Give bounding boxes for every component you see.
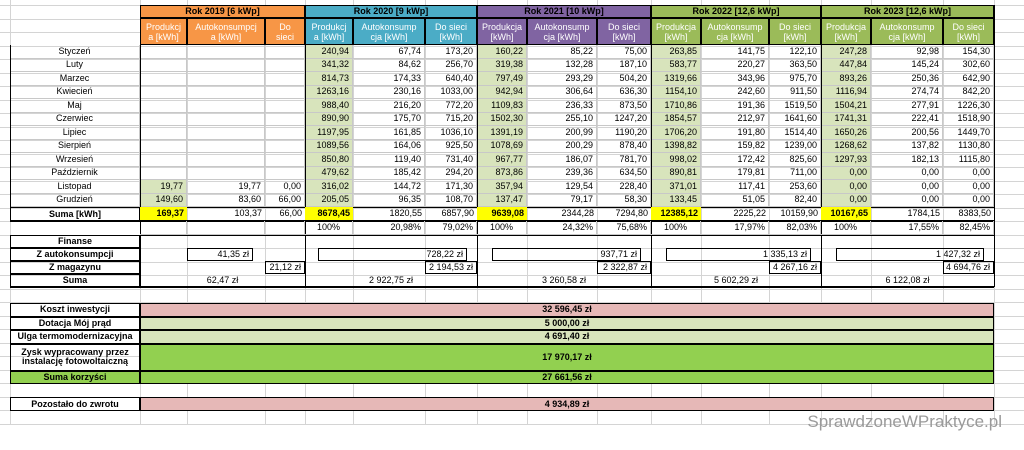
finance-sum-2: 3 260,58 zł <box>477 274 651 287</box>
cell-8-2-1: 186,07 <box>527 153 597 167</box>
cell-1-0-0 <box>140 59 187 73</box>
sum-3-2: 10159,90 <box>769 207 821 221</box>
cell-10-3-1: 117,41 <box>701 180 769 194</box>
pct-3-1: 17,97% <box>701 221 769 235</box>
month-label: Październik <box>10 167 140 181</box>
cell-9-4-1: 0,00 <box>871 167 943 181</box>
finance-sum-1: 2 922,75 zł <box>305 274 477 287</box>
cell-11-2-0: 137,47 <box>477 194 527 208</box>
finance-auto-1: 728,22 zł <box>318 248 467 261</box>
cell-4-2-2: 873,50 <box>597 99 651 113</box>
cell-0-3-0: 263,85 <box>651 45 701 59</box>
year-title-3: Rok 2022 [12,6 kWp] <box>651 5 821 18</box>
grid-line-v <box>821 235 822 287</box>
cell-5-0-0 <box>140 113 187 127</box>
cell-4-3-1: 191,36 <box>701 99 769 113</box>
cell-6-4-0: 1650,26 <box>821 126 871 140</box>
sum-label: Suma [kWh] <box>10 207 140 221</box>
cell-11-2-1: 79,17 <box>527 194 597 208</box>
cell-9-2-2: 634,50 <box>597 167 651 181</box>
cell-3-3-0: 1154,10 <box>651 86 701 100</box>
cell-10-0-2: 0,00 <box>265 180 305 194</box>
grid-line-v <box>651 5 652 235</box>
cell-4-0-0 <box>140 99 187 113</box>
finance-mag-1: 2 194,53 zł <box>425 261 477 274</box>
cell-1-2-2: 187,10 <box>597 59 651 73</box>
cell-9-0-2 <box>265 167 305 181</box>
cell-4-4-0: 1504,21 <box>821 99 871 113</box>
cell-0-4-0: 247,28 <box>821 45 871 59</box>
cell-0-0-1 <box>187 45 265 59</box>
grid-line-v <box>305 235 306 287</box>
grid-line-v <box>477 235 478 287</box>
month-label: Lipiec <box>10 126 140 140</box>
cell-1-2-1: 132,28 <box>527 59 597 73</box>
cell-2-4-2: 642,90 <box>943 72 994 86</box>
pct-4-1: 17,55% <box>871 221 943 235</box>
cell-9-3-0: 890,81 <box>651 167 701 181</box>
cell-11-4-0: 0,00 <box>821 194 871 208</box>
cell-8-3-0: 998,02 <box>651 153 701 167</box>
cell-9-2-0: 873,86 <box>477 167 527 181</box>
cell-10-3-0: 371,01 <box>651 180 701 194</box>
cell-11-3-1: 51,05 <box>701 194 769 208</box>
year-4-header-0: Produkcja [kWh] <box>821 18 871 45</box>
cell-7-0-1 <box>187 140 265 154</box>
year-2-header-0: Produkcja [kWh] <box>477 18 527 45</box>
cell-7-4-0: 1268,62 <box>821 140 871 154</box>
cell-5-1-1: 175,70 <box>353 113 425 127</box>
year-4-header-1: Autokonsump cja [kWh] <box>871 18 943 45</box>
cell-0-0-2 <box>265 45 305 59</box>
pct-3-2: 82,03% <box>769 221 821 235</box>
finance-mag-2: 2 322,87 zł <box>597 261 651 274</box>
cell-7-2-2: 878,40 <box>597 140 651 154</box>
cell-5-0-1 <box>187 113 265 127</box>
pct-1-0: 100% <box>305 221 353 235</box>
year-title-2: Rok 2021 [10 kWp] <box>477 5 651 18</box>
cell-2-3-0: 1319,66 <box>651 72 701 86</box>
cell-9-4-0: 0,00 <box>821 167 871 181</box>
cell-8-4-2: 1115,80 <box>943 153 994 167</box>
cell-10-0-0: 19,77 <box>140 180 187 194</box>
cell-4-4-2: 1226,30 <box>943 99 994 113</box>
grid-line-h <box>10 235 994 236</box>
cell-6-2-2: 1190,20 <box>597 126 651 140</box>
cell-9-1-1: 185,42 <box>353 167 425 181</box>
cell-11-1-0: 205,05 <box>305 194 353 208</box>
sum-4-0: 10167,65 <box>821 207 871 221</box>
finance-sum-label: Suma <box>10 274 140 287</box>
cell-2-3-2: 975,70 <box>769 72 821 86</box>
grid-line-v <box>651 235 652 287</box>
cell-6-3-2: 1514,40 <box>769 126 821 140</box>
year-2-header-1: Autokonsump cja [kWh] <box>527 18 597 45</box>
cell-8-1-0: 850,80 <box>305 153 353 167</box>
cell-4-2-0: 1109,83 <box>477 99 527 113</box>
cell-3-4-1: 274,74 <box>871 86 943 100</box>
cell-11-0-0: 149,60 <box>140 194 187 208</box>
cell-10-2-0: 357,94 <box>477 180 527 194</box>
cell-1-1-2: 256,70 <box>425 59 477 73</box>
year-2-header-2: Do sieci [kWh] <box>597 18 651 45</box>
cell-2-4-0: 893,26 <box>821 72 871 86</box>
finance-sum-0: 62,47 zł <box>140 274 305 287</box>
cell-6-4-1: 200,56 <box>871 126 943 140</box>
cell-0-2-0: 160,22 <box>477 45 527 59</box>
month-label: Grudzień <box>10 194 140 208</box>
cell-10-4-2: 0,00 <box>943 180 994 194</box>
pct-4-0: 100% <box>821 221 871 235</box>
finance-title: Finanse <box>10 235 140 248</box>
sum-3-1: 2225,22 <box>701 207 769 221</box>
pct-1-2: 79,02% <box>425 221 477 235</box>
cell-6-3-0: 1706,20 <box>651 126 701 140</box>
cell-11-1-1: 96,35 <box>353 194 425 208</box>
cell-5-4-1: 222,41 <box>871 113 943 127</box>
cell-5-2-2: 1247,20 <box>597 113 651 127</box>
cell-1-3-0: 583,77 <box>651 59 701 73</box>
cell-1-4-1: 145,24 <box>871 59 943 73</box>
cell-8-2-2: 781,70 <box>597 153 651 167</box>
cell-7-2-0: 1078,69 <box>477 140 527 154</box>
cell-9-2-1: 239,36 <box>527 167 597 181</box>
cell-7-3-1: 159,82 <box>701 140 769 154</box>
finance-auto-3: 1 335,13 zł <box>666 248 811 261</box>
cell-6-0-2 <box>265 126 305 140</box>
finance-sum-4: 6 122,08 zł <box>821 274 994 287</box>
cell-10-4-0: 0,00 <box>821 180 871 194</box>
month-label: Kwiecień <box>10 86 140 100</box>
cell-9-1-0: 479,62 <box>305 167 353 181</box>
cell-4-2-1: 236,33 <box>527 99 597 113</box>
cell-7-0-0 <box>140 140 187 154</box>
cell-5-4-2: 1518,90 <box>943 113 994 127</box>
sum-1-1: 1820,55 <box>353 207 425 221</box>
cell-11-3-0: 133,45 <box>651 194 701 208</box>
cell-7-4-1: 137,82 <box>871 140 943 154</box>
cell-7-3-0: 1398,82 <box>651 140 701 154</box>
month-label: Maj <box>10 99 140 113</box>
cell-2-0-1 <box>187 72 265 86</box>
summary-label-4: Suma korzyści <box>10 371 140 385</box>
cell-5-3-2: 1641,60 <box>769 113 821 127</box>
cell-2-0-0 <box>140 72 187 86</box>
month-label: Styczeń <box>10 45 140 59</box>
cell-3-3-2: 911,50 <box>769 86 821 100</box>
cell-8-1-1: 119,40 <box>353 153 425 167</box>
cell-11-1-2: 108,70 <box>425 194 477 208</box>
cell-8-4-1: 182,13 <box>871 153 943 167</box>
cell-1-0-1 <box>187 59 265 73</box>
summary-label-1: Dotacja Mój prąd <box>10 317 140 331</box>
cell-8-2-0: 967,77 <box>477 153 527 167</box>
cell-1-3-1: 220,27 <box>701 59 769 73</box>
cell-7-1-2: 925,50 <box>425 140 477 154</box>
finance-auto-2: 937,71 zł <box>492 248 641 261</box>
month-label: Sierpień <box>10 140 140 154</box>
cell-2-1-2: 640,40 <box>425 72 477 86</box>
cell-9-0-1 <box>187 167 265 181</box>
cell-3-0-1 <box>187 86 265 100</box>
cell-1-0-2 <box>265 59 305 73</box>
cell-10-2-2: 228,40 <box>597 180 651 194</box>
cell-8-0-0 <box>140 153 187 167</box>
cell-0-2-2: 75,00 <box>597 45 651 59</box>
cell-5-3-1: 212,97 <box>701 113 769 127</box>
summary-label-2: Ulga termomodernizacyjna <box>10 330 140 344</box>
cell-7-1-0: 1089,56 <box>305 140 353 154</box>
year-3-header-0: Produkcja [kWh] <box>651 18 701 45</box>
finance-sum-3: 5 602,29 zł <box>651 274 821 287</box>
cell-6-1-2: 1036,10 <box>425 126 477 140</box>
month-label: Czerwiec <box>10 113 140 127</box>
grid-line-v <box>994 235 995 287</box>
month-label: Marzec <box>10 72 140 86</box>
cell-3-2-2: 636,30 <box>597 86 651 100</box>
cell-3-3-1: 242,60 <box>701 86 769 100</box>
cell-3-1-0: 1263,16 <box>305 86 353 100</box>
summary-label-3: Zysk wypracowany przez instalację fotowoltaiczną <box>10 344 140 371</box>
cell-3-0-2 <box>265 86 305 100</box>
cell-3-2-0: 942,94 <box>477 86 527 100</box>
finance-auto-label: Z autokonsumpcji <box>10 248 140 261</box>
pct-1-1: 20,98% <box>353 221 425 235</box>
cell-8-4-0: 1297,93 <box>821 153 871 167</box>
finance-mag-4: 4 694,76 zł <box>943 261 994 274</box>
summary-value-3: 17 970,17 zł <box>140 344 994 371</box>
year-title-0: Rok 2019 [6 kWp] <box>140 5 305 18</box>
grid-line-v <box>821 5 822 235</box>
cell-10-0-1: 19,77 <box>187 180 265 194</box>
cell-4-4-1: 277,91 <box>871 99 943 113</box>
cell-4-1-0: 988,40 <box>305 99 353 113</box>
finance-auto-4: 1 427,32 zł <box>836 248 984 261</box>
finance-mag-3: 4 267,16 zł <box>769 261 821 274</box>
watermark-text: SprawdzoneWPraktyce.pl <box>807 412 1002 431</box>
summary-value-4: 27 661,56 zł <box>140 371 994 385</box>
year-1-header-2: Do sieci [kWh] <box>425 18 477 45</box>
pct-0-0 <box>140 221 187 235</box>
cell-11-4-1: 0,00 <box>871 194 943 208</box>
cell-1-2-0: 319,38 <box>477 59 527 73</box>
cell-10-1-2: 171,30 <box>425 180 477 194</box>
grid-line-h <box>0 289 1024 290</box>
month-label: Wrzesień <box>10 153 140 167</box>
cell-5-3-0: 1854,57 <box>651 113 701 127</box>
cell-5-2-0: 1502,30 <box>477 113 527 127</box>
year-3-header-1: Autokonsump cja [kWh] <box>701 18 769 45</box>
summary-value-1: 5 000,00 zł <box>140 317 994 331</box>
cell-6-2-1: 200,99 <box>527 126 597 140</box>
cell-7-2-1: 200,29 <box>527 140 597 154</box>
sum-1-2: 6857,90 <box>425 207 477 221</box>
cell-0-3-2: 122,10 <box>769 45 821 59</box>
cell-9-4-2: 0,00 <box>943 167 994 181</box>
pct-4-2: 82,45% <box>943 221 994 235</box>
grid-line-h <box>0 262 1024 263</box>
cell-0-1-1: 67,74 <box>353 45 425 59</box>
sum-1-0: 8678,45 <box>305 207 353 221</box>
sum-4-1: 1784,15 <box>871 207 943 221</box>
cell-3-4-2: 842,20 <box>943 86 994 100</box>
cell-7-3-2: 1239,00 <box>769 140 821 154</box>
cell-7-0-2 <box>265 140 305 154</box>
sum-2-0: 9639,08 <box>477 207 527 221</box>
cell-2-2-2: 504,20 <box>597 72 651 86</box>
cell-4-3-0: 1710,86 <box>651 99 701 113</box>
cell-10-4-1: 0,00 <box>871 180 943 194</box>
cell-1-1-1: 84,62 <box>353 59 425 73</box>
cell-3-1-1: 230,16 <box>353 86 425 100</box>
cell-9-3-2: 711,00 <box>769 167 821 181</box>
cell-0-1-0: 240,94 <box>305 45 353 59</box>
pct-2-2: 75,68% <box>597 221 651 235</box>
sum-0-2: 66,00 <box>265 207 305 221</box>
grid-line-v <box>305 5 306 235</box>
cell-4-1-1: 216,20 <box>353 99 425 113</box>
year-0-header-0: Produkcj a [kWh] <box>140 18 187 45</box>
year-0-header-2: Do sieci <box>265 18 305 45</box>
cell-11-4-2: 0,00 <box>943 194 994 208</box>
cell-8-1-2: 731,40 <box>425 153 477 167</box>
cell-2-2-1: 293,29 <box>527 72 597 86</box>
cell-8-0-1 <box>187 153 265 167</box>
year-0-header-1: Autokonsumpcj a [kWh] <box>187 18 265 45</box>
cell-2-1-0: 814,73 <box>305 72 353 86</box>
finance-mag-0: 21,12 zł <box>265 261 305 274</box>
cell-8-3-1: 172,42 <box>701 153 769 167</box>
grid-line-v <box>477 5 478 235</box>
cell-6-1-0: 1197,95 <box>305 126 353 140</box>
sum-0-0: 169,37 <box>140 207 187 221</box>
remaining-label: Pozostało do zwrotu <box>10 397 140 411</box>
sum-2-2: 7294,80 <box>597 207 651 221</box>
grid-line-h <box>10 287 994 288</box>
cell-4-3-2: 1519,50 <box>769 99 821 113</box>
cell-11-0-2: 66,00 <box>265 194 305 208</box>
cell-0-4-2: 154,30 <box>943 45 994 59</box>
cell-5-1-0: 890,90 <box>305 113 353 127</box>
cell-11-0-1: 83,60 <box>187 194 265 208</box>
cell-0-1-2: 173,20 <box>425 45 477 59</box>
cell-6-3-1: 191,80 <box>701 126 769 140</box>
year-4-header-2: Do sieci [kWh] <box>943 18 994 45</box>
cell-8-3-2: 825,60 <box>769 153 821 167</box>
cell-3-0-0 <box>140 86 187 100</box>
cell-6-2-0: 1391,19 <box>477 126 527 140</box>
year-title-1: Rok 2020 [9 kWp] <box>305 5 477 18</box>
cell-0-3-1: 141,75 <box>701 45 769 59</box>
cell-9-0-0 <box>140 167 187 181</box>
summary-value-2: 4 691,40 zł <box>140 330 994 344</box>
grid-line-v <box>994 5 995 235</box>
year-3-header-2: Do sieci [kWh] <box>769 18 821 45</box>
cell-3-2-1: 306,64 <box>527 86 597 100</box>
year-title-4: Rok 2023 [12,6 kWp] <box>821 5 994 18</box>
cell-10-1-0: 316,02 <box>305 180 353 194</box>
cell-0-4-1: 92,98 <box>871 45 943 59</box>
cell-4-0-1 <box>187 99 265 113</box>
cell-6-0-0 <box>140 126 187 140</box>
cell-9-3-1: 179,81 <box>701 167 769 181</box>
month-label: Listopad <box>10 180 140 194</box>
sum-0-1: 103,37 <box>187 207 265 221</box>
cell-8-0-2 <box>265 153 305 167</box>
cell-6-0-1 <box>187 126 265 140</box>
cell-5-0-2 <box>265 113 305 127</box>
cell-6-1-1: 161,85 <box>353 126 425 140</box>
cell-5-2-1: 255,10 <box>527 113 597 127</box>
year-1-header-1: Autokonsump cja [kWh] <box>353 18 425 45</box>
cell-2-0-2 <box>265 72 305 86</box>
year-1-header-0: Produkcj a [kWh] <box>305 18 353 45</box>
pct-3-0: 100% <box>651 221 701 235</box>
cell-6-4-2: 1449,70 <box>943 126 994 140</box>
cell-11-2-2: 58,30 <box>597 194 651 208</box>
cell-11-3-2: 82,40 <box>769 194 821 208</box>
pct-2-1: 24,32% <box>527 221 597 235</box>
cell-2-4-1: 250,36 <box>871 72 943 86</box>
sum-2-1: 2344,28 <box>527 207 597 221</box>
cell-0-2-1: 85,22 <box>527 45 597 59</box>
cell-10-2-1: 129,54 <box>527 180 597 194</box>
cell-3-4-0: 1116,94 <box>821 86 871 100</box>
summary-label-0: Koszt inwestycji <box>10 303 140 317</box>
cell-1-4-2: 302,60 <box>943 59 994 73</box>
cell-5-1-2: 715,20 <box>425 113 477 127</box>
pct-2-0: 100% <box>477 221 527 235</box>
cell-5-4-0: 1741,31 <box>821 113 871 127</box>
cell-2-2-0: 797,49 <box>477 72 527 86</box>
cell-4-1-2: 772,20 <box>425 99 477 113</box>
summary-value-0: 32 596,45 zł <box>140 303 994 317</box>
cell-10-3-2: 253,60 <box>769 180 821 194</box>
cell-0-0-0 <box>140 45 187 59</box>
cell-1-1-0: 341,32 <box>305 59 353 73</box>
grid-line-v <box>140 235 141 287</box>
sum-3-0: 12385,12 <box>651 207 701 221</box>
cell-1-3-2: 363,50 <box>769 59 821 73</box>
cell-1-4-0: 447,84 <box>821 59 871 73</box>
pct-0-2 <box>265 221 305 235</box>
finance-auto-0: 41,35 zł <box>187 248 253 261</box>
cell-2-1-1: 174,33 <box>353 72 425 86</box>
grid-line-v <box>10 45 11 207</box>
remaining-value: 4 934,89 zł <box>140 397 994 411</box>
pct-0-1 <box>187 221 265 235</box>
month-label: Luty <box>10 59 140 73</box>
cell-7-1-1: 164,06 <box>353 140 425 154</box>
finance-mag-label: Z magazynu <box>10 261 140 274</box>
cell-4-0-2 <box>265 99 305 113</box>
cell-7-4-2: 1130,80 <box>943 140 994 154</box>
cell-9-1-2: 294,20 <box>425 167 477 181</box>
sum-4-2: 8383,50 <box>943 207 994 221</box>
cell-2-3-1: 343,96 <box>701 72 769 86</box>
cell-3-1-2: 1033,00 <box>425 86 477 100</box>
cell-10-1-1: 144,72 <box>353 180 425 194</box>
